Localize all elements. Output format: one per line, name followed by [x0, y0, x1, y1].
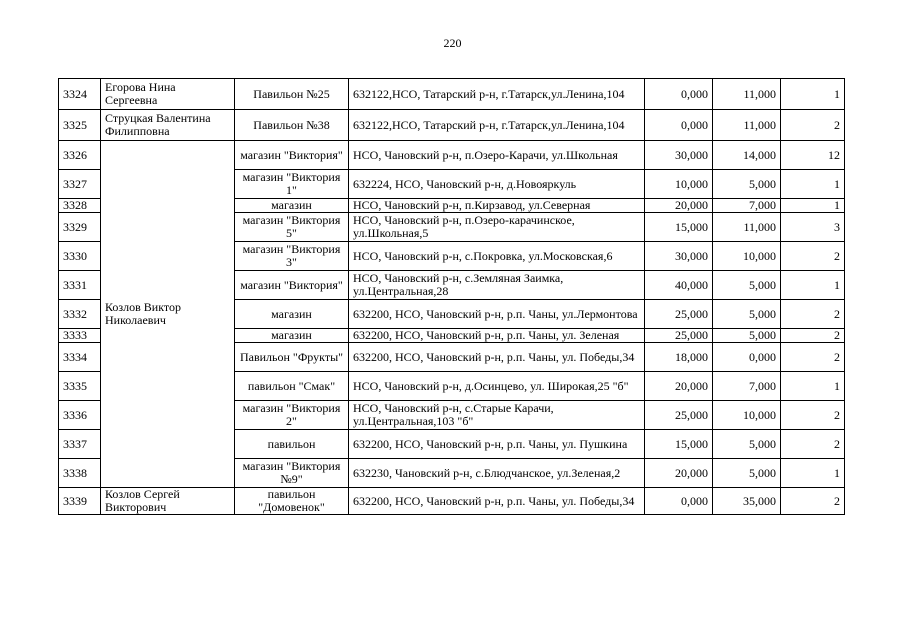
value-2: 5,000 [713, 329, 781, 343]
value-2: 10,000 [713, 401, 781, 430]
value-2: 10,000 [713, 242, 781, 271]
value-2: 14,000 [713, 141, 781, 170]
owner-name: Козлов Сергей Викторович [101, 488, 235, 515]
value-2: 11,000 [713, 213, 781, 242]
row-number: 3336 [59, 401, 101, 430]
value-1: 20,000 [645, 199, 713, 213]
object-type: Павильон №38 [235, 110, 349, 141]
row-number: 3327 [59, 170, 101, 199]
value-2: 5,000 [713, 430, 781, 459]
count: 2 [781, 329, 845, 343]
row-number: 3328 [59, 199, 101, 213]
owner-name: Козлов Виктор Николаевич [101, 141, 235, 488]
object-type: магазин "Виктория 2" [235, 401, 349, 430]
table-row [59, 141, 845, 170]
object-type: магазин "Виктория 3" [235, 242, 349, 271]
value-1: 0,000 [645, 110, 713, 141]
value-1: 30,000 [645, 141, 713, 170]
object-type: магазин "Виктория" [235, 141, 349, 170]
row-number: 3325 [59, 110, 101, 141]
value-2: 0,000 [713, 343, 781, 372]
row-number: 3329 [59, 213, 101, 242]
object-type: магазин [235, 199, 349, 213]
page-number: 220 [443, 36, 462, 50]
count: 2 [781, 430, 845, 459]
object-address: НСО, Чановский р-н, с.Покровка, ул.Московская,6 [349, 242, 645, 271]
value-1: 30,000 [645, 242, 713, 271]
object-address: 632200, НСО, Чановский р-н, р.п. Чаны, ул. Победы,34 [349, 343, 645, 372]
registry-table [58, 78, 845, 515]
value-2: 5,000 [713, 170, 781, 199]
value-2: 7,000 [713, 199, 781, 213]
count: 12 [781, 141, 845, 170]
object-address: НСО, Чановский р-н, с.Старые Карачи, ул.Центральная,103 "б" [349, 401, 645, 430]
object-address: НСО, Чановский р-н, п.Озеро-карачинское, ул.Школьная,5 [349, 213, 645, 242]
row-number: 3339 [59, 488, 101, 515]
table-row [59, 488, 845, 515]
count: 1 [781, 170, 845, 199]
row-number: 3338 [59, 459, 101, 488]
value-1: 0,000 [645, 488, 713, 515]
value-1: 15,000 [645, 213, 713, 242]
count: 1 [781, 199, 845, 213]
table-row [59, 79, 845, 110]
object-type: магазин "Виктория 5" [235, 213, 349, 242]
count: 1 [781, 271, 845, 300]
owner-name: Егорова Нина Сергеевна [101, 79, 235, 110]
value-2: 11,000 [713, 110, 781, 141]
count: 2 [781, 488, 845, 515]
object-address: 632224, НСО, Чановский р-н, д.Новояркуль [349, 170, 645, 199]
count: 2 [781, 300, 845, 329]
value-2: 5,000 [713, 271, 781, 300]
count: 2 [781, 110, 845, 141]
object-address: 632230, Чановский р-н, с.Блюдчанское, ул.Зеленая,2 [349, 459, 645, 488]
row-number: 3324 [59, 79, 101, 110]
value-2: 11,000 [713, 79, 781, 110]
object-type: магазин [235, 300, 349, 329]
row-number: 3334 [59, 343, 101, 372]
count: 2 [781, 343, 845, 372]
object-address: НСО, Чановский р-н, п.Кирзавод, ул.Северная [349, 199, 645, 213]
value-2: 7,000 [713, 372, 781, 401]
value-1: 20,000 [645, 372, 713, 401]
object-address: НСО, Чановский р-н, д.Осинцево, ул. Широкая,25 "б" [349, 372, 645, 401]
object-address: НСО, Чановский р-н, с.Земляная Заимка, ул.Центральная,28 [349, 271, 645, 300]
value-2: 35,000 [713, 488, 781, 515]
object-type: магазин "Виктория 1" [235, 170, 349, 199]
object-type: павильон [235, 430, 349, 459]
row-number: 3337 [59, 430, 101, 459]
object-address: 632122,НСО, Татарский р-н, г.Татарск,ул.Ленина,104 [349, 79, 645, 110]
value-1: 40,000 [645, 271, 713, 300]
row-number: 3326 [59, 141, 101, 170]
count: 2 [781, 401, 845, 430]
object-type: Павильон №25 [235, 79, 349, 110]
object-type: магазин "Виктория №9" [235, 459, 349, 488]
row-number: 3335 [59, 372, 101, 401]
count: 1 [781, 79, 845, 110]
count: 1 [781, 372, 845, 401]
value-1: 25,000 [645, 329, 713, 343]
value-1: 25,000 [645, 401, 713, 430]
value-2: 5,000 [713, 300, 781, 329]
owner-name: Струцкая Валентина Филипповна [101, 110, 235, 141]
object-address: 632200, НСО, Чановский р-н, р.п. Чаны, ул.Лермонтова [349, 300, 645, 329]
value-1: 15,000 [645, 430, 713, 459]
value-1: 10,000 [645, 170, 713, 199]
object-address: 632200, НСО, Чановский р-н, р.п. Чаны, ул. Зеленая [349, 329, 645, 343]
object-type: Павильон "Фрукты" [235, 343, 349, 372]
value-1: 0,000 [645, 79, 713, 110]
object-type: магазин "Виктория" [235, 271, 349, 300]
object-type: павильон "Домовенок" [235, 488, 349, 515]
object-address: НСО, Чановский р-н, п.Озеро-Карачи, ул.Школьная [349, 141, 645, 170]
row-number: 3333 [59, 329, 101, 343]
object-address: 632200, НСО, Чановский р-н, р.п. Чаны, ул. Победы,34 [349, 488, 645, 515]
value-1: 20,000 [645, 459, 713, 488]
object-type: павильон "Смак" [235, 372, 349, 401]
row-number: 3332 [59, 300, 101, 329]
value-2: 5,000 [713, 459, 781, 488]
value-1: 25,000 [645, 300, 713, 329]
object-address: 632122,НСО, Татарский р-н, г.Татарск,ул.Ленина,104 [349, 110, 645, 141]
count: 1 [781, 459, 845, 488]
row-number: 3330 [59, 242, 101, 271]
value-1: 18,000 [645, 343, 713, 372]
object-type: магазин [235, 329, 349, 343]
table-row [59, 110, 845, 141]
row-number: 3331 [59, 271, 101, 300]
object-address: 632200, НСО, Чановский р-н, р.п. Чаны, ул. Пушкина [349, 430, 645, 459]
count: 2 [781, 242, 845, 271]
count: 3 [781, 213, 845, 242]
